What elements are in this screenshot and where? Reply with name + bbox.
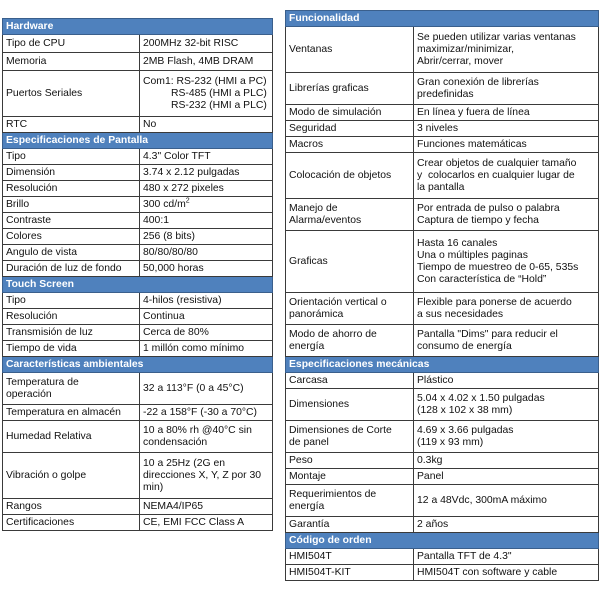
spec-value: Plástico	[414, 373, 599, 389]
table-row	[286, 421, 599, 453]
label-line: Requerimientos de	[289, 488, 377, 500]
section-header-ambientales	[3, 357, 273, 373]
label-line: Orientación vertical o	[289, 296, 387, 308]
spec-value: 480 x 272 pixeles	[140, 181, 273, 197]
table-row	[3, 261, 273, 277]
value-line: predefinidas	[417, 88, 474, 100]
spec-label: Peso	[286, 453, 414, 469]
section-title: Especificaciones de Pantalla	[3, 133, 273, 149]
section-header-hardware	[3, 19, 273, 35]
table-row	[286, 27, 599, 73]
table-row	[3, 373, 273, 405]
spec-label: Contraste	[3, 213, 140, 229]
table-row	[286, 73, 599, 105]
value-line: (128 x 102 x 38 mm)	[417, 404, 513, 416]
spec-label	[286, 325, 414, 357]
spec-value: 3.74 x 2.12 pulgadas	[140, 165, 273, 181]
spec-label: Temperatura en almacén	[3, 405, 140, 421]
spec-label: RTC	[3, 117, 140, 133]
value-line: Tiempo de muestreo de 0-65, 535s	[417, 261, 579, 273]
value-line: Crear objetos de cualquier tamaño	[417, 157, 577, 169]
superscript: 2	[185, 197, 190, 205]
spec-value: 3 niveles	[414, 121, 599, 137]
section-title: Touch Screen	[3, 277, 273, 293]
value-line: Por entrada de pulso o palabra	[417, 202, 560, 214]
table-row	[3, 515, 273, 531]
spec-value: 4.3" Color TFT	[140, 149, 273, 165]
table-row	[3, 453, 273, 499]
spec-value: Panel	[414, 469, 599, 485]
spec-value	[414, 231, 599, 293]
spec-label: Memoria	[3, 53, 140, 71]
value-line: 5.04 x 4.02 x 1.50 pulgadas	[417, 392, 545, 404]
value-line: RS-232 (HMI a PLC)	[171, 99, 267, 111]
spec-value: 256 (8 bits)	[140, 229, 273, 245]
spec-label: Montaje	[286, 469, 414, 485]
spec-value: Continua	[140, 309, 273, 325]
spec-value: NEMA4/IP65	[140, 499, 273, 515]
spec-value: 50,000 horas	[140, 261, 273, 277]
table-row	[286, 485, 599, 517]
spec-value: CE, EMI FCC Class A	[140, 515, 273, 531]
value-line: Hasta 16 canales	[417, 237, 498, 249]
value-line: Una o múltiples paginas	[417, 249, 528, 261]
spec-label: Librerías graficas	[286, 73, 414, 105]
value-line: Flexible para ponerse de acuerdo	[417, 296, 572, 308]
spec-value: 32 a 113°F (0 a 45°C)	[140, 373, 273, 405]
spec-value: Cerca de 80%	[140, 325, 273, 341]
spec-label: Rangos	[3, 499, 140, 515]
spec-value	[414, 325, 599, 357]
section-header-mecanicas	[286, 357, 599, 373]
table-row	[286, 325, 599, 357]
table-row	[286, 453, 599, 469]
spec-label: Humedad Relativa	[3, 421, 140, 453]
table-row	[286, 199, 599, 231]
spec-label: Modo de simulación	[286, 105, 414, 121]
label-line: Temperatura de	[6, 376, 79, 388]
value-line: 4.69 x 3.66 pulgadas	[417, 424, 514, 436]
spec-value	[140, 71, 273, 117]
spec-label: Tipo de CPU	[3, 35, 140, 53]
value-line: Captura de tiempo y fecha	[417, 214, 539, 226]
spec-value: Funciones matemáticas	[414, 137, 599, 153]
value-line: (119 x 93 mm)	[417, 436, 484, 448]
spec-label	[3, 373, 140, 405]
spec-value: HMI504T con software y cable	[414, 565, 599, 581]
spec-label: Resolución	[3, 181, 140, 197]
spec-value: 12 a 48Vdc, 300mA máximo	[414, 485, 599, 517]
value-line: la pantalla	[417, 181, 465, 193]
section-header-touch	[3, 277, 273, 293]
spec-label: HMI504T-KIT	[286, 565, 414, 581]
table-row	[286, 105, 599, 121]
table-row	[3, 325, 273, 341]
value-line: direcciones X, Y, Z por 30	[143, 469, 262, 481]
spec-value: En línea y fuera de línea	[414, 105, 599, 121]
spec-value	[140, 421, 273, 453]
spec-label	[286, 199, 414, 231]
spec-label: Puertos Seriales	[3, 71, 140, 117]
table-row	[3, 149, 273, 165]
value-line: 10 a 25Hz (2G en	[143, 457, 226, 469]
spec-label: Seguridad	[286, 121, 414, 137]
spec-value: -22 a 158°F (-30 a 70°C)	[140, 405, 273, 421]
left-spec-table	[2, 18, 273, 531]
table-row	[3, 421, 273, 453]
spec-label: Dimensiones	[286, 389, 414, 421]
table-row	[286, 469, 599, 485]
section-header-orden	[286, 533, 599, 549]
spec-label: Transmisión de luz	[3, 325, 140, 341]
section-title: Especificaciones mecánicas	[286, 357, 599, 373]
table-row	[286, 565, 599, 581]
table-row	[286, 153, 599, 199]
spec-value: 400:1	[140, 213, 273, 229]
table-row	[3, 117, 273, 133]
label-line: Alarma/eventos	[289, 214, 362, 226]
spec-value: 2 años	[414, 517, 599, 533]
spec-label: Colocación de objetos	[286, 153, 414, 199]
table-row	[3, 309, 273, 325]
section-title: Funcionalidad	[286, 11, 599, 27]
spec-value	[140, 197, 273, 213]
table-row	[3, 499, 273, 515]
table-row	[286, 231, 599, 293]
table-row	[3, 341, 273, 357]
value-line: Pantalla "Dims" para reducir el	[417, 328, 558, 340]
label-line: operación	[6, 388, 52, 400]
value-line: Com1: RS-232 (HMI a PC)	[143, 75, 267, 87]
table-row	[286, 121, 599, 137]
value-line: condensación	[143, 436, 208, 448]
label-line: Manejo de	[289, 202, 338, 214]
table-row	[286, 293, 599, 325]
table-row	[3, 293, 273, 309]
spec-label: Angulo de vista	[3, 245, 140, 261]
spec-value: 80/80/80/80	[140, 245, 273, 261]
value-line: RS-485 (HMI a PLC)	[171, 87, 267, 99]
table-row	[286, 137, 599, 153]
label-line: energía	[289, 340, 325, 352]
spec-value	[414, 293, 599, 325]
section-title: Características ambientales	[3, 357, 273, 373]
spec-value: 1 millón como mínimo	[140, 341, 273, 357]
right-spec-table	[285, 10, 599, 581]
table-row	[3, 213, 273, 229]
value-line: a sus necesidades	[417, 308, 504, 320]
spec-label: Tipo	[3, 293, 140, 309]
spec-label: HMI504T	[286, 549, 414, 565]
value-line: min)	[143, 481, 164, 493]
spec-label: Dimensión	[3, 165, 140, 181]
spec-label: Ventanas	[286, 27, 414, 73]
spec-value	[414, 421, 599, 453]
table-row	[3, 71, 273, 117]
table-row	[286, 389, 599, 421]
table-row	[3, 165, 273, 181]
spec-label: Carcasa	[286, 373, 414, 389]
section-header-pantalla	[3, 133, 273, 149]
spec-value: 200MHz 32-bit RISC	[140, 35, 273, 53]
spec-value	[414, 27, 599, 73]
label-line: panorámica	[289, 308, 344, 320]
spec-label: Tiempo de vida	[3, 341, 140, 357]
spec-label: Certificaciones	[3, 515, 140, 531]
spec-value	[414, 199, 599, 231]
table-row	[286, 517, 599, 533]
spec-label: Brillo	[3, 197, 140, 213]
table-row	[286, 373, 599, 389]
label-line: Dimensiones de Corte	[289, 424, 392, 436]
value-line: consumo de energía	[417, 340, 512, 352]
spec-value: 2MB Flash, 4MB DRAM	[140, 53, 273, 71]
value-line: Con característica de “Hold”	[417, 273, 547, 285]
table-row	[286, 549, 599, 565]
section-title: Hardware	[3, 19, 273, 35]
spec-label: Duración de luz de fondo	[3, 261, 140, 277]
table-row	[3, 197, 273, 213]
value-line: y colocarlos en cualquier lugar de	[417, 169, 575, 181]
spec-label: Macros	[286, 137, 414, 153]
table-row	[3, 53, 273, 71]
spec-value: Pantalla TFT de 4.3"	[414, 549, 599, 565]
brightness-value: 300 cd/m	[143, 198, 186, 210]
label-line: de panel	[289, 436, 329, 448]
label-line: Modo de ahorro de	[289, 328, 377, 340]
value-line: Se pueden utilizar varias ventanas	[417, 31, 576, 43]
label-line: energía	[289, 500, 325, 512]
spec-value	[414, 73, 599, 105]
spec-label	[286, 421, 414, 453]
spec-label: Garantía	[286, 517, 414, 533]
table-row	[3, 245, 273, 261]
table-row	[3, 35, 273, 53]
spec-label	[286, 485, 414, 517]
spec-value	[414, 153, 599, 199]
value-line: Gran conexión de librerías	[417, 76, 539, 88]
spec-label	[286, 293, 414, 325]
spec-value: 4-hilos (resistiva)	[140, 293, 273, 309]
table-row	[3, 405, 273, 421]
spec-label: Resolución	[3, 309, 140, 325]
value-line: 10 a 80% rh @40°C sin	[143, 424, 252, 436]
spec-value	[140, 453, 273, 499]
spec-label: Colores	[3, 229, 140, 245]
spec-value: No	[140, 117, 273, 133]
value-line: Abrir/cerrar, mover	[417, 55, 504, 67]
spec-label: Graficas	[286, 231, 414, 293]
table-row	[3, 181, 273, 197]
spec-value	[414, 389, 599, 421]
table-row	[3, 229, 273, 245]
spec-value: 0.3kg	[414, 453, 599, 469]
value-line: maximizar/minimizar,	[417, 43, 514, 55]
section-header-funcionalidad	[286, 11, 599, 27]
spec-label: Tipo	[3, 149, 140, 165]
spec-label: Vibración o golpe	[3, 453, 140, 499]
section-title: Código de orden	[286, 533, 599, 549]
